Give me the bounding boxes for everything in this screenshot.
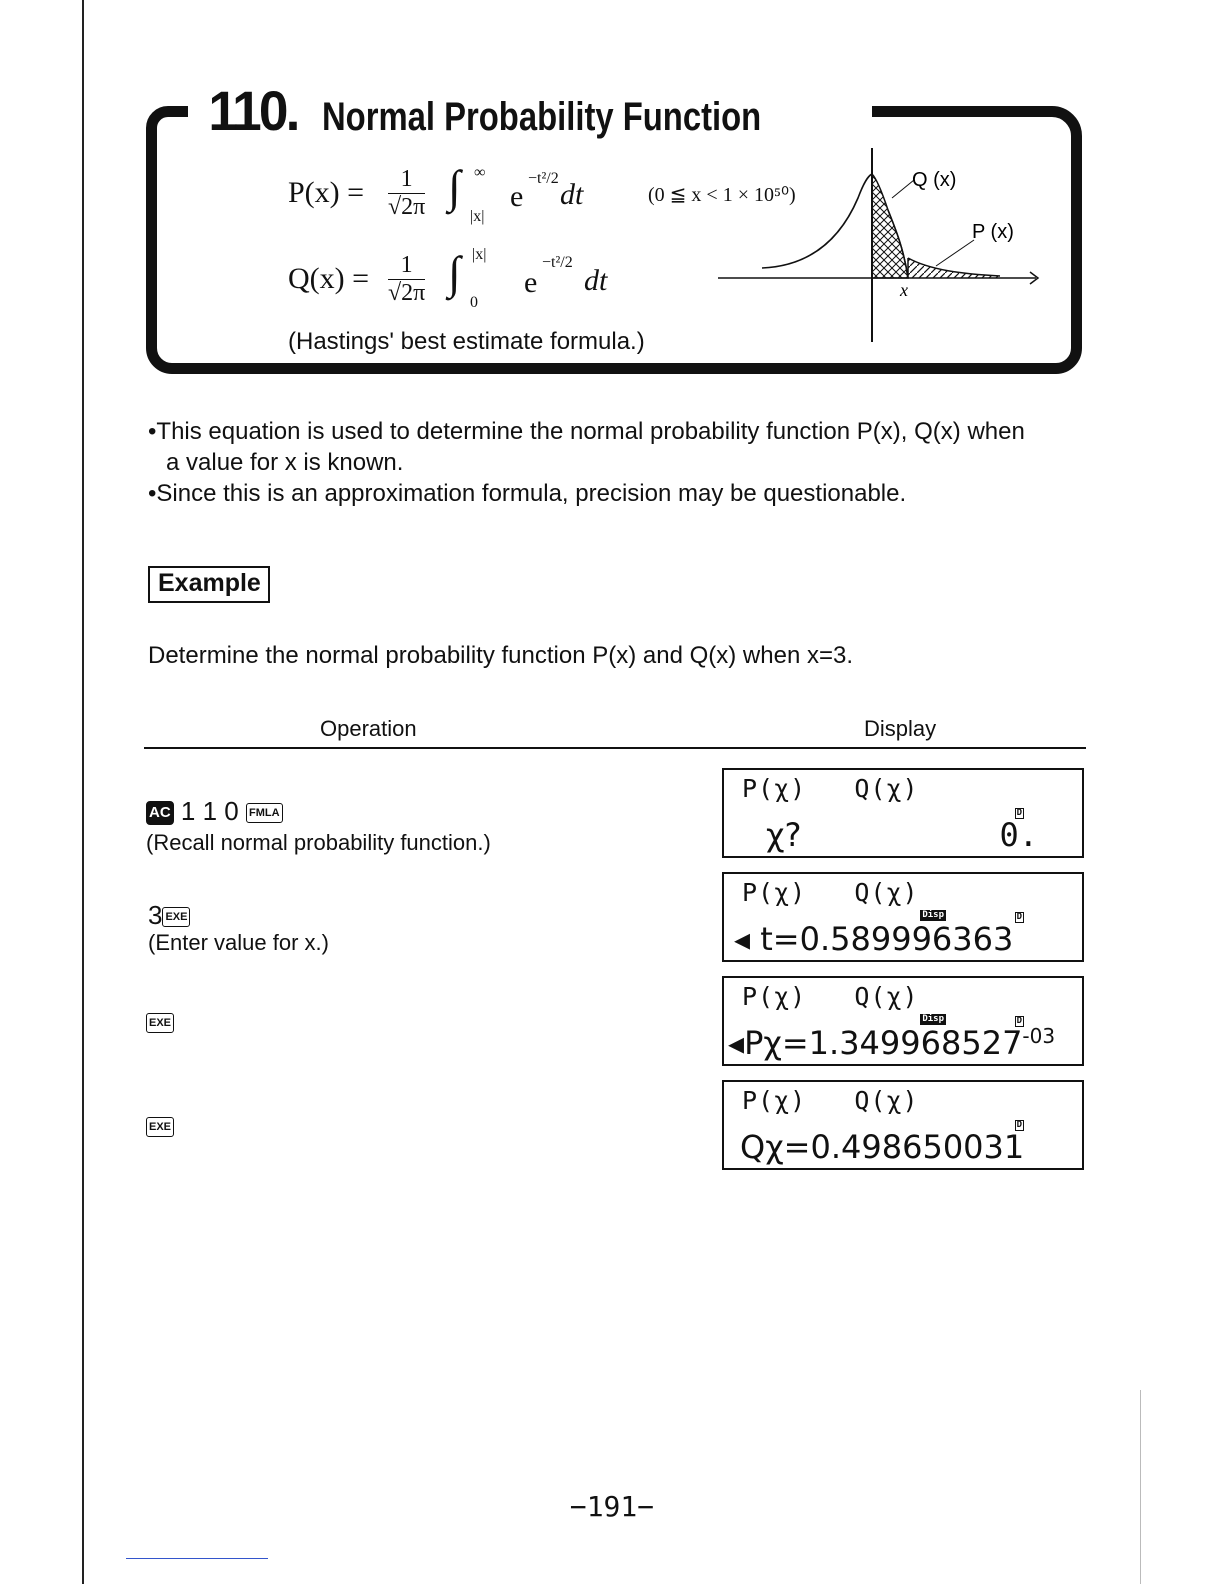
fmla-key-icon: FMLA [246, 803, 283, 823]
display-1-bottom-left: χ? [766, 816, 802, 854]
step-1-keys [146, 796, 283, 827]
exe-key-icon: EXE [146, 1117, 174, 1137]
q-label-leader [892, 180, 914, 198]
display-3-bottom [728, 1024, 1055, 1062]
step-1-display [722, 768, 1084, 858]
fraction-denominator: √2π [388, 280, 426, 306]
p-dt: dt [560, 178, 584, 211]
integral-sign: ∫ [448, 247, 461, 298]
graph-p-label: P (x) [972, 221, 1014, 243]
display-4-bottom: Qχ=0.498650031 [740, 1128, 1025, 1166]
q-formula-fraction [388, 252, 425, 307]
footer-link-line [126, 1558, 268, 1559]
display-2-top: P(χ) Q(χ) [742, 878, 919, 907]
fraction-denominator: √2π [388, 194, 426, 220]
d-indicator-icon: D [1016, 1120, 1022, 1130]
step-4-keys [146, 1110, 174, 1141]
graph-q-label: Q (x) [912, 169, 957, 191]
exe-key-icon: EXE [162, 907, 190, 927]
exe-key-icon: EXE [146, 1013, 174, 1033]
display-column-header: Display [864, 716, 937, 741]
p-formula-lhs: P(x) = [288, 176, 365, 209]
step-1-digits: 1 1 0 [173, 796, 239, 826]
step-2-digit: 3 [148, 900, 163, 930]
curve-left [762, 174, 872, 268]
bullet-1-line-2: a value for x is known. [166, 449, 404, 476]
p-formula [288, 161, 618, 230]
q-upper-limit: |x| [472, 246, 487, 263]
normal-curve-graph [700, 140, 1060, 350]
operation-column-header: Operation [320, 716, 417, 741]
section-title: Normal Probability Function [321, 95, 762, 139]
description-bullets [148, 416, 1025, 509]
disp-indicator-icon: Disp [922, 1014, 944, 1024]
example-question: Determine the normal probability function P(x) and Q(x) when x=3. [148, 642, 853, 669]
d-indicator-icon: D [1016, 808, 1022, 818]
step-1-note: (Recall normal probability function.) [146, 830, 491, 855]
p-formula-fraction [388, 166, 425, 221]
p-exponent: −t²/2 [528, 170, 559, 187]
p-integrand: e [510, 180, 524, 213]
table-header-rule [144, 747, 1086, 749]
binding-edge-line [82, 0, 84, 1584]
q-dt: dt [584, 264, 608, 297]
step-2-keys [148, 900, 190, 931]
page-number: −191− [569, 1490, 655, 1523]
q-integrand: e [524, 266, 538, 299]
fraction-numerator: 1 [388, 166, 425, 194]
example-label: Example [148, 566, 270, 603]
p-upper-limit: ∞ [474, 164, 486, 181]
p-label-leader [936, 240, 974, 266]
right-edge-line [1140, 1390, 1141, 1584]
bullet-1-line-1: •This equation is used to determine the normal probability function P(x), Q(x) when [148, 418, 1025, 445]
display-3-exponent: -03 [1022, 1024, 1056, 1048]
fraction-numerator: 1 [388, 252, 425, 280]
display-3-mantissa: ◂Pχ=1.349968527 [728, 1024, 1023, 1062]
display-1-top: P(χ) Q(χ) [742, 774, 919, 803]
ac-key-icon: AC [146, 801, 174, 825]
q-lower-limit: 0 [470, 294, 478, 311]
graph-x-label: x [900, 280, 908, 300]
section-heading [188, 78, 872, 143]
step-2-display [722, 872, 1084, 962]
domain-range: (0 ≦ x < 1 × 10⁵⁰) [648, 184, 796, 206]
display-3-top: P(χ) Q(χ) [742, 982, 919, 1011]
formula-note: (Hastings' best estimate formula.) [288, 328, 645, 355]
q-exponent: −t²/2 [542, 254, 573, 271]
d-indicator-icon: D [1016, 1016, 1022, 1026]
step-3-display [722, 976, 1084, 1066]
disp-indicator-icon: Disp [922, 910, 944, 920]
q-formula-lhs: Q(x) = [288, 262, 370, 295]
q-formula [288, 246, 618, 314]
d-indicator-icon: D [1016, 912, 1022, 922]
bullet-2-line-1: •Since this is an approximation formula, precision may be questionable. [148, 480, 907, 507]
display-2-bottom: ◂ t=0.589996363 [734, 920, 1014, 958]
integral-sign: ∫ [448, 161, 461, 212]
display-1-bottom-right: 0. [999, 816, 1038, 854]
display-4-top: P(χ) Q(χ) [742, 1086, 919, 1115]
step-3-keys [146, 1006, 174, 1037]
step-4-display [722, 1080, 1084, 1170]
p-lower-limit: |x| [470, 208, 485, 225]
section-number: 110. [208, 79, 298, 142]
step-2-note: (Enter value for x.) [148, 930, 329, 955]
